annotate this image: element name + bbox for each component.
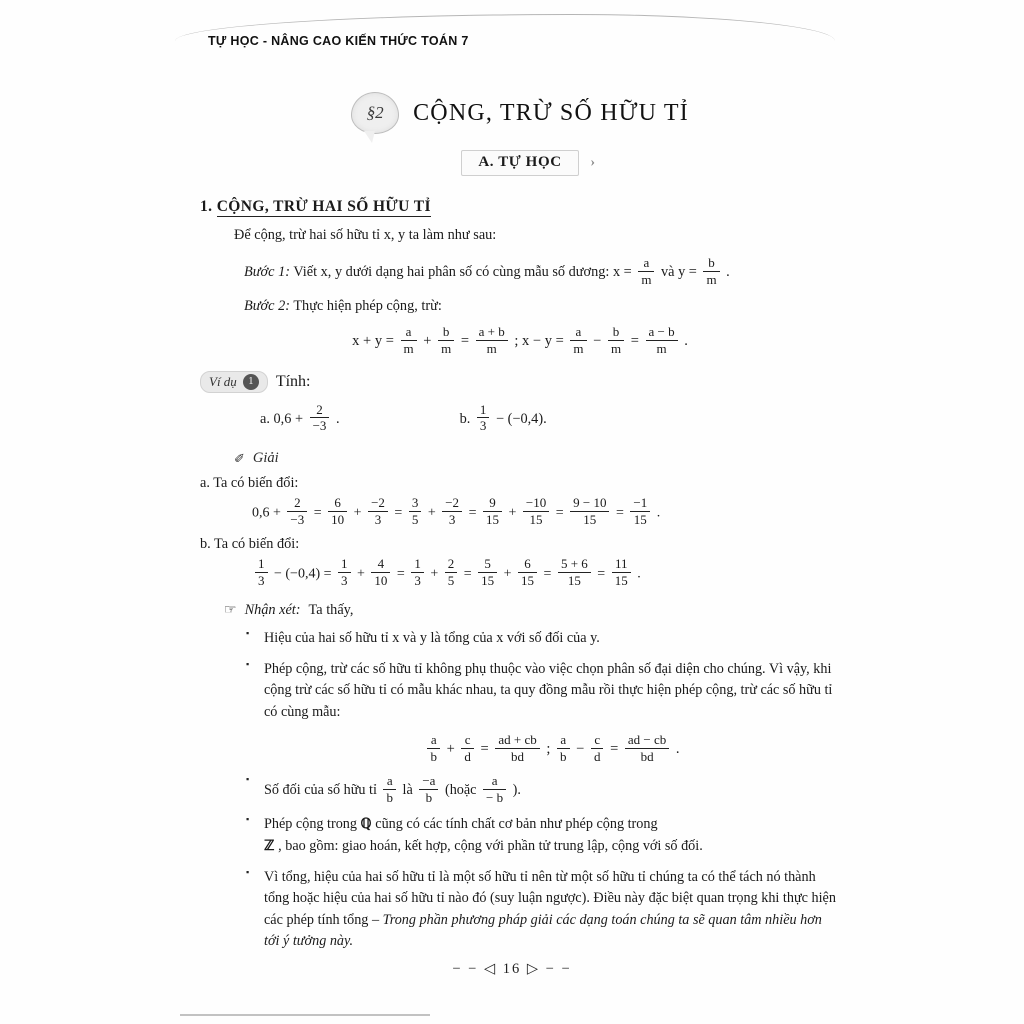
fraction-c-over-d [461, 733, 474, 765]
solution-b-lead: b. Ta có biến đổi: [200, 535, 300, 552]
fraction-neg2-over-3-b [442, 496, 462, 528]
numerator: c [464, 732, 471, 748]
denominator: 15 [570, 511, 609, 528]
numerator: −2 [445, 495, 460, 511]
bplus1: + [357, 565, 365, 581]
step-1-text2: và y = [661, 264, 697, 281]
numerator: c [594, 732, 601, 748]
fraction-11-over-15 [612, 557, 631, 589]
period-formula: . [675, 741, 680, 758]
denominator: −3 [310, 417, 330, 434]
denominator: 3 [338, 572, 351, 589]
numerator: 2 [316, 401, 323, 417]
formula-add-subtract [200, 325, 840, 357]
remark-b3-mid: là [402, 782, 413, 799]
example-item-b [460, 403, 547, 435]
solution-a-equation [252, 496, 840, 528]
minus-sign: − [593, 332, 602, 349]
numerator: 9 [489, 495, 496, 511]
pointing-hand-icon: ☞ [224, 603, 237, 619]
remark-bullet-1: Hiệu của hai số hữu tỉ x và y là tổng của x với số đối của y. [264, 630, 600, 647]
denominator: d [591, 748, 604, 765]
beq4: = [597, 565, 606, 581]
denominator: m [438, 340, 454, 357]
fraction-1-over-3 [477, 403, 490, 435]
step-1-text: Viết x, y dưới dạng hai phân số có cùng mẫu số dương: x = [293, 264, 632, 281]
example-item-a-text: a. 0,6 + [260, 410, 304, 427]
step-2 [244, 298, 840, 315]
fraction-a-over-m [638, 256, 654, 288]
fraction-neg10-over-15 [523, 496, 549, 528]
step-2-label: Bước 2: [244, 297, 290, 314]
fraction-neg1-over-15 [630, 496, 650, 528]
denominator: m [570, 340, 586, 357]
denominator: −3 [287, 511, 307, 528]
denominator: 10 [371, 572, 390, 589]
denominator: 3 [255, 572, 268, 589]
numerator: 6 [334, 495, 341, 511]
remark-label: Nhận xét: [244, 602, 301, 619]
part-label-text: A. TỰ HỌC [478, 154, 562, 170]
denominator: 15 [630, 511, 650, 528]
denominator: b [419, 789, 438, 806]
numerator: 1 [414, 555, 421, 571]
formula-period: . [684, 332, 688, 349]
fraction-b-over-m-3 [608, 325, 624, 357]
list-item [264, 659, 840, 765]
denominator: 5 [445, 572, 458, 589]
numerator: 1 [258, 555, 265, 571]
denominator: b [557, 748, 570, 765]
remark-bullet-2: Phép cộng, trừ các số hữu tỉ không phụ thuộc vào việc chọn phân số đại diện cho chúng. Vì vậy, khi cộng trừ các số hữu tỉ có mẫu khác nhau, ta quy đồng mẫu rồi thực hiện phép cộng, trừ các số hữu tỉ có cùng mẫu: [264, 660, 833, 720]
denominator: m [476, 340, 508, 357]
fraction-6-over-15 [518, 557, 537, 589]
example-items [200, 403, 840, 435]
denominator: 15 [558, 572, 591, 589]
denominator: 3 [368, 511, 388, 528]
numerator: a [386, 772, 393, 788]
solution-label: Giải [252, 450, 279, 467]
minus-cd: − [576, 741, 585, 758]
eq2: = [394, 505, 403, 521]
numerator: 6 [524, 555, 531, 571]
fraction-2-over-neg3-b [287, 496, 307, 528]
numerator: a + b [478, 323, 505, 339]
fraction-neg2-over-3 [368, 496, 388, 528]
fraction-3-over-5 [409, 496, 422, 528]
example-item-a-tail: . [336, 410, 340, 427]
page-content [200, 34, 840, 962]
solution-a-start: 0,6 + [252, 505, 281, 521]
numerator: b [708, 255, 715, 271]
fraction-ad-minus-cb-over-bd [625, 733, 669, 765]
part-label-row [200, 150, 840, 176]
fraction-1-over-3-b [255, 557, 268, 589]
eq1: = [313, 505, 322, 521]
solution-b-equation [252, 557, 840, 589]
section-marker-label: §2 [366, 103, 384, 122]
numerator: a [560, 732, 567, 748]
remark-header [224, 602, 840, 619]
denominator: d [461, 748, 474, 765]
numerator: a − b [648, 323, 675, 339]
numerator: 11 [614, 555, 628, 571]
formula-common-denominator [264, 733, 840, 765]
numerator: a [491, 772, 498, 788]
list-item [264, 628, 840, 650]
numerator: b [442, 323, 450, 339]
denominator: m [401, 340, 417, 357]
numerator: 2 [447, 555, 455, 571]
fraction-adcb-over-bd [495, 733, 539, 765]
fraction-9-minus-10-over-15 [570, 496, 609, 528]
period-b: . [637, 565, 641, 581]
numerator: 3 [411, 495, 419, 511]
numerator: a [430, 732, 437, 748]
example-badge-label: Ví dụ [209, 373, 237, 389]
fraction-a-over-b-2 [557, 733, 570, 765]
denominator: m [646, 340, 678, 357]
example-item-b-tail: − (−0,4). [495, 410, 547, 427]
list-item [264, 867, 840, 953]
denominator: 15 [478, 572, 497, 589]
eq-adcb: = [480, 741, 489, 758]
remark-list [200, 628, 840, 953]
pen-icon: ✐ [234, 450, 245, 466]
example-item-b-text: b. [459, 410, 471, 427]
eq4: = [555, 505, 564, 521]
remark-lead: Ta thấy, [308, 602, 354, 619]
fraction-neg-a-over-b [419, 774, 438, 806]
beq3: = [543, 565, 552, 581]
bplus2: + [430, 565, 439, 581]
numerator: −a [422, 772, 436, 788]
remark-b5-italic: Trong phần phương pháp giải các dạng toán chúng ta sẽ quan tâm nhiều hơn tới ý tưởng này. [264, 911, 822, 950]
b-start: − (−0,4) = [274, 565, 332, 581]
numerator: −1 [633, 495, 648, 511]
fraction-b-over-m-2 [438, 325, 454, 357]
step-1-label: Bước 1: [244, 264, 290, 281]
step-2-text: Thực hiện phép cộng, trừ: [293, 297, 442, 314]
fraction-a-plus-b-over-m [476, 325, 508, 357]
fraction-5-over-15 [478, 557, 497, 589]
fraction-b-over-m [703, 256, 719, 288]
denominator: 3 [411, 572, 424, 589]
remark-b4-text2: , bao gồm: giao hoán, kết hợp, cộng với phần tử trung lập, cộng với số đối. [278, 838, 703, 855]
fraction-2-over-neg3 [310, 403, 330, 435]
plus3: + [508, 505, 517, 521]
part-label-pill [461, 150, 596, 176]
numerator: 5 [484, 555, 491, 571]
numerator: b [612, 323, 620, 339]
fraction-a-over-b-3 [383, 774, 396, 806]
remark-b3-paren-open: (hoặc [444, 782, 477, 799]
section-1-heading [200, 198, 840, 216]
formula-lhs-sum: x + y = [352, 332, 394, 349]
step-1-period: . [726, 264, 730, 281]
example-item-a [260, 403, 340, 435]
plus-cd: + [446, 741, 455, 758]
set-integer-symbol: ℤ [264, 838, 275, 855]
denominator: b [427, 748, 440, 765]
running-head: TỰ HỌC - NÂNG CAO KIẾN THỨC TOÁN 7 [208, 34, 469, 48]
remark-b3-paren-close: ). [512, 782, 521, 799]
period-a: . [656, 505, 661, 521]
remark-bullet-5: Vì tổng, hiệu của hai số hữu tỉ là một số hữu tỉ nên từ một số hữu tỉ chúng ta có thể tách nó thành tổng hoặc hiệu của hai số hữu tỉ nào đó (suy luận ngược). Điều này đặc biệt quan trọng khi thực hiện các phép tính tổng – [264, 868, 836, 928]
formula-lhs-diff: x − y = [522, 332, 564, 349]
section-1-title: CỘNG, TRỪ HAI SỐ HỮU TỈ [216, 198, 431, 215]
numerator: 1 [341, 555, 348, 571]
step-1 [244, 256, 840, 288]
list-item [264, 774, 840, 806]
denominator: 15 [518, 572, 537, 589]
equals-sign: = [460, 332, 469, 349]
eq5: = [615, 505, 624, 521]
fraction-6-over-10 [328, 496, 347, 528]
denominator: 10 [328, 511, 347, 528]
solution-a-lead: a. Ta có biến đổi: [200, 475, 299, 492]
fraction-a-over-b [427, 733, 440, 765]
denominator: 15 [483, 511, 502, 528]
denominator: m [638, 271, 654, 288]
numerator: a [643, 255, 650, 271]
denominator: 5 [409, 511, 422, 528]
plus2: + [427, 505, 436, 521]
denominator: 15 [612, 572, 631, 589]
example-badge [200, 371, 268, 393]
chapter-title-row [200, 92, 840, 134]
numerator: 1 [479, 401, 487, 417]
fraction-a-over-m-2 [401, 325, 417, 357]
numerator: ad + cb [498, 732, 537, 748]
denominator: m [608, 340, 624, 357]
eq3: = [468, 505, 477, 521]
semicolon: ; [546, 741, 551, 758]
section-1-intro: Để cộng, trừ hai số hữu tỉ x, y ta làm như sau: [234, 227, 497, 243]
plus-sign: + [423, 332, 432, 349]
fraction-9-over-15 [483, 496, 502, 528]
denominator: b [383, 789, 396, 806]
numerator: 5 + 6 [560, 555, 588, 571]
denominator: m [703, 271, 719, 288]
fraction-4-over-10 [371, 557, 390, 589]
remark-bullet-3: Số đối của số hữu tỉ [264, 782, 377, 799]
example-header [200, 371, 840, 393]
plus1: + [353, 505, 362, 521]
numerator: 4 [377, 555, 385, 571]
remark-b4-text1: cũng có các tính chất cơ bản như phép cộng trong [375, 816, 658, 833]
example-prompt: Tính: [275, 372, 311, 390]
page-footer: − − ◁ 16 ▷ − − [452, 961, 572, 977]
denominator: − b [483, 789, 506, 806]
section-marker-bubble [351, 92, 399, 134]
denominator: 3 [477, 417, 490, 434]
numerator: a [575, 323, 582, 339]
numerator: a [405, 323, 412, 339]
fraction-a-minus-b-over-m [646, 325, 678, 357]
set-rational-symbol: ℚ [360, 816, 372, 833]
chapter-heading: CỘNG, TRỪ SỐ HỮU TỈ [413, 99, 689, 126]
beq2: = [463, 565, 472, 581]
eq-adminuscb: = [610, 741, 619, 758]
denominator: 3 [442, 511, 462, 528]
bplus3: + [503, 565, 512, 581]
fraction-c-over-d-2 [591, 733, 604, 765]
solution-header [234, 450, 840, 467]
numerator: 2 [294, 495, 301, 511]
fraction-a-over-m-3 [570, 325, 586, 357]
fraction-1-over-3-c [338, 557, 351, 589]
denominator: 15 [523, 511, 549, 528]
remark-bullet-4: Phép cộng trong [264, 816, 357, 833]
scan-edge-bottom [180, 1014, 430, 1016]
numerator: 9 − 10 [573, 495, 607, 511]
numerator: −10 [525, 495, 547, 511]
fraction-2-over-5 [445, 557, 458, 589]
section-1-body [234, 225, 840, 246]
fraction-a-over-neg-b [483, 774, 506, 806]
denominator: bd [625, 748, 669, 765]
section-1-number: 1. [200, 198, 213, 215]
beq1: = [396, 565, 405, 581]
fraction-5-plus-6-over-15 [558, 557, 591, 589]
list-item [264, 814, 840, 857]
fraction-1-over-3-d [411, 557, 424, 589]
formula-separator: ; [514, 332, 519, 349]
denominator: bd [495, 748, 539, 765]
numerator: ad − cb [627, 732, 667, 748]
example-badge-number: 1 [243, 374, 259, 390]
numerator: −2 [371, 495, 385, 511]
equals-sign-2: = [630, 332, 639, 349]
chevron-right-icon: › [590, 155, 596, 170]
